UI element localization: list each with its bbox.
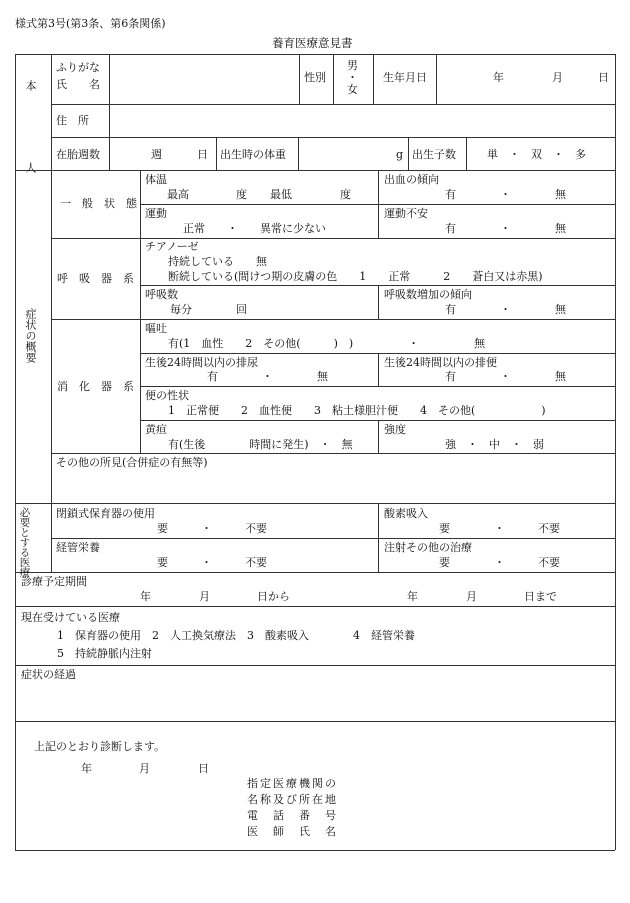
incubator-label: 閉鎖式保育器の使用 bbox=[56, 507, 155, 520]
diagnosis-date-year: 年 bbox=[81, 762, 92, 775]
respiration-increase-options[interactable]: 有 ・ 無 bbox=[445, 303, 566, 316]
furigana-label: ふりがな bbox=[56, 61, 100, 74]
temperature-label: 体温 bbox=[145, 173, 167, 186]
diagnosis-statement: 上記のとおり診断します。 bbox=[34, 740, 166, 753]
sex-separator: ・ bbox=[347, 71, 358, 84]
period-from-year: 年 bbox=[140, 590, 151, 603]
cyanosis-continuous[interactable]: 持続している 無 bbox=[168, 255, 267, 268]
current-treatment-label: 現在受けている医療 bbox=[21, 611, 120, 624]
respiration-rate-value: 毎分 回 bbox=[170, 303, 247, 316]
stool-type-options[interactable]: 1 正常便 2 血性便 3 粘土様胆汁便 4 その他( ) bbox=[168, 404, 546, 417]
diagnosis-date-month: 月 bbox=[139, 762, 150, 775]
required-treatment-label: 必要とする医療 bbox=[18, 507, 31, 577]
temperature-min-label: 最低 bbox=[270, 188, 292, 201]
birth-weight-label: 出生時の体重 bbox=[220, 148, 286, 161]
restlessness-options[interactable]: 有 ・ 無 bbox=[445, 222, 566, 235]
form-title: 養育医療意見書 bbox=[272, 36, 353, 50]
vomit-options[interactable]: 有(1 血性 2 その他( ) ) ・ 無 bbox=[168, 337, 486, 350]
tube-feeding-options[interactable]: 要 ・ 不要 bbox=[157, 556, 267, 569]
period-to-day: 日まで bbox=[524, 590, 557, 603]
injection-options[interactable]: 要 ・ 不要 bbox=[439, 556, 560, 569]
dob-year-unit: 年 bbox=[493, 71, 504, 84]
dob-month-unit: 月 bbox=[552, 71, 563, 84]
bleeding-label: 出血の傾向 bbox=[384, 173, 439, 186]
sex-label: 性別 bbox=[304, 71, 326, 84]
temperature-max-label: 最高 bbox=[167, 188, 189, 201]
form-number: 様式第3号(第3条、第6条関係) bbox=[15, 17, 166, 30]
period-from-month: 月 bbox=[199, 590, 210, 603]
respiration-increase-label: 呼吸数増加の傾向 bbox=[384, 288, 472, 301]
symptoms-section-label: 症状の概要 bbox=[24, 308, 37, 363]
bleeding-options[interactable]: 有 ・ 無 bbox=[445, 188, 566, 201]
defecation-options[interactable]: 有 ・ 無 bbox=[445, 370, 566, 383]
respiratory-label: 呼 吸 器 系 bbox=[57, 272, 134, 285]
other-findings-label: その他の所見(合併症の有無等) bbox=[56, 456, 208, 469]
restlessness-label: 運動不安 bbox=[384, 207, 428, 220]
jaundice-options[interactable]: 有(生後 時間に発生) ・ 無 bbox=[168, 438, 353, 451]
respiration-rate-label: 呼吸数 bbox=[145, 288, 178, 301]
treatment-period-label: 診療予定期間 bbox=[21, 575, 87, 588]
temperature-min-unit: 度 bbox=[340, 188, 351, 201]
stool-type-label: 便の性状 bbox=[145, 389, 189, 402]
digestive-label: 消 化 器 系 bbox=[57, 380, 134, 393]
gestation-label: 在胎週数 bbox=[56, 148, 100, 161]
gestation-week-unit: 週 bbox=[151, 148, 162, 161]
defecation-label: 生後24時間以内の排便 bbox=[384, 356, 497, 369]
general-condition-label: 一 般 状 態 bbox=[60, 197, 137, 210]
movement-options[interactable]: 正常 ・ 異常に少ない bbox=[183, 222, 326, 235]
dob-label: 生年月日 bbox=[383, 71, 427, 84]
movement-label: 運動 bbox=[145, 207, 167, 220]
tube-feeding-label: 経管栄養 bbox=[56, 541, 100, 554]
dob-day-unit: 日 bbox=[598, 71, 609, 84]
intensity-options[interactable]: 強 ・ 中 ・ 弱 bbox=[445, 438, 544, 451]
vomit-label: 嘔吐 bbox=[145, 322, 167, 335]
urination-label: 生後24時間以内の排尿 bbox=[145, 356, 258, 369]
period-to-month: 月 bbox=[466, 590, 477, 603]
sex-female-option[interactable]: 女 bbox=[347, 83, 358, 96]
cyanosis-intermittent[interactable]: 断続している(間けつ期の皮膚の色 1 正常 2 蒼白又は赤黒) bbox=[168, 270, 543, 283]
urination-options[interactable]: 有 ・ 無 bbox=[207, 370, 328, 383]
incubator-options[interactable]: 要 ・ 不要 bbox=[157, 522, 267, 535]
cyanosis-label: チアノーゼ bbox=[145, 240, 199, 253]
oxygen-options[interactable]: 要 ・ 不要 bbox=[439, 522, 560, 535]
birth-count-options[interactable]: 単 ・ 双 ・ 多 bbox=[487, 148, 586, 161]
current-treatment-line2[interactable]: 5 持続静脈内注射 bbox=[57, 647, 152, 660]
doctor-name-label: 医 師 氏 名 bbox=[247, 825, 338, 838]
current-treatment-line1[interactable]: 1 保育器の使用 2 人工換気療法 3 酸素吸入 4 経管栄養 bbox=[57, 629, 415, 642]
sex-male-option[interactable]: 男 bbox=[347, 59, 358, 72]
person-section-label: 本 人 bbox=[24, 80, 37, 203]
period-from-day: 日から bbox=[257, 590, 290, 603]
jaundice-label: 黄疸 bbox=[145, 423, 167, 436]
oxygen-label: 酸素吸入 bbox=[384, 507, 428, 520]
period-to-year: 年 bbox=[407, 590, 418, 603]
birth-count-label: 出生子数 bbox=[412, 148, 456, 161]
diagnosis-date-day: 日 bbox=[198, 762, 209, 775]
address-label: 住 所 bbox=[56, 114, 89, 127]
institution-address-label: 名称及び所在地 bbox=[247, 793, 338, 806]
name-label: 氏 名 bbox=[56, 78, 100, 91]
institution-label: 指定医療機関の bbox=[247, 777, 338, 790]
birth-weight-unit: g bbox=[396, 148, 404, 161]
gestation-day-unit: 日 bbox=[197, 148, 208, 161]
intensity-label: 強度 bbox=[384, 423, 406, 436]
symptom-progress-label: 症状の経過 bbox=[21, 668, 76, 681]
injection-label: 注射その他の治療 bbox=[384, 541, 472, 554]
temperature-max-unit: 度 bbox=[236, 188, 247, 201]
phone-label: 電 話 番 号 bbox=[247, 809, 338, 822]
